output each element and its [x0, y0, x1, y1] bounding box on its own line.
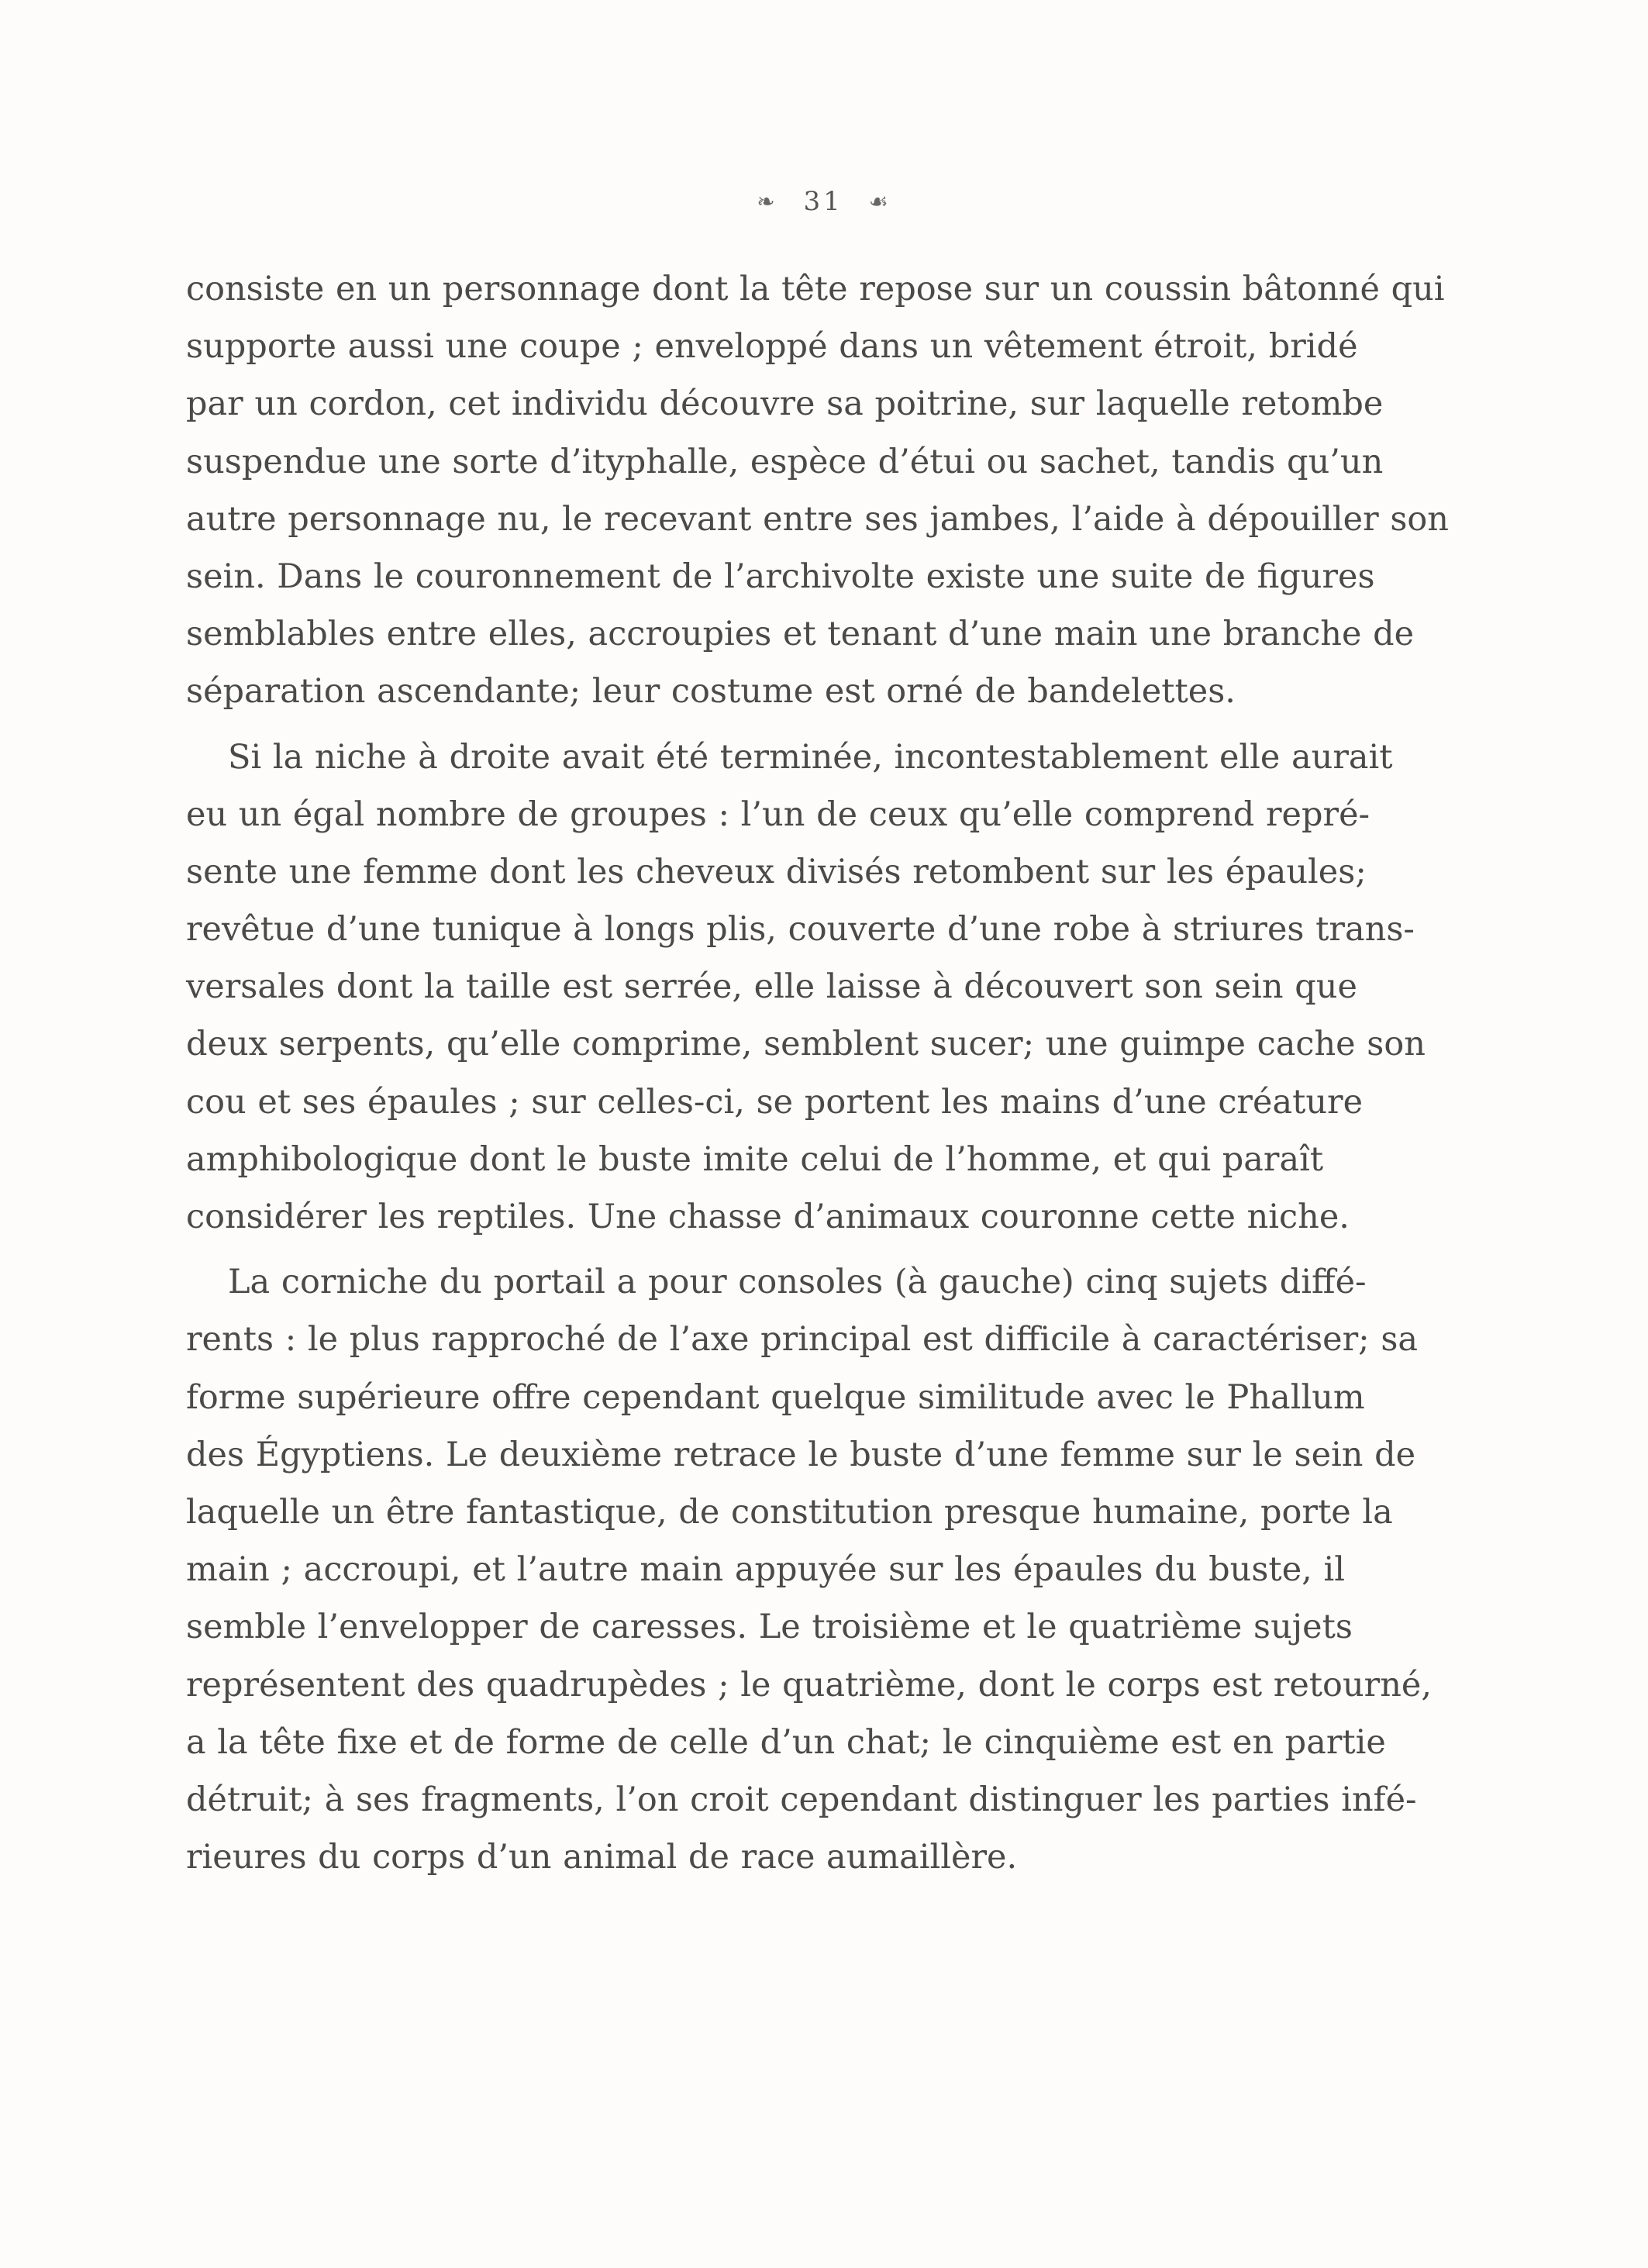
text-line: cou et ses épaules ; sur celles-ci, se portent les mains d’une créature: [186, 1082, 1364, 1122]
text-line: sein. Dans le couronnement de l’archivolte existe une suite de figures: [186, 557, 1375, 596]
text-line: séparation ascendante; leur costume est orné de bandelettes.: [186, 672, 1236, 712]
paragraph-2: [186, 729, 1426, 1246]
body-text: [186, 260, 1450, 1886]
page-number: 31: [803, 186, 843, 217]
text-line: versales dont la taille est serrée, elle laisse à découvert son sein que: [186, 967, 1357, 1007]
text-line: sente une femme dont les cheveux divisés retombent sur les épaules;: [186, 852, 1367, 891]
text-line: La corniche du portail a pour consoles (à gauche) cinq sujets diffé-: [228, 1263, 1367, 1302]
text-line: représentent des quadrupèdes ; le quatrième, dont le corps est retourné,: [186, 1665, 1433, 1704]
page-header: [0, 184, 1648, 217]
text-line: consiste en un personnage dont la tête repose sur un coussin bâtonné qui: [186, 270, 1445, 308]
text-line: détruit; à ses fragments, l’on croit cependant distinguer les parties infé-: [186, 1780, 1417, 1819]
paragraph-3: [186, 1253, 1433, 1886]
text-line: des Égyptiens. Le deuxième retrace le buste d’une femme sur le sein de: [186, 1435, 1416, 1474]
text-line: rents : le plus rapproché de l’axe principal est difficile à caractériser; sa: [186, 1320, 1419, 1360]
text-line: considérer les reptiles. Une chasse d’animaux couronne cette niche.: [186, 1198, 1350, 1236]
text-line: semblables entre elles, accroupies et tenant d’une main une branche de: [186, 615, 1415, 654]
text-line: rieures du corps d’un animal de race aumaillère.: [186, 1838, 1018, 1877]
text-line: revêtue d’une tunique à longs plis, couverte d’une robe à striures trans-: [186, 910, 1415, 950]
text-line: forme supérieure offre cependant quelque similitude avec le Phallum: [186, 1377, 1365, 1417]
text-line: suspendue une sorte d’ityphalle, espèce d’étui ou sachet, tandis qu’un: [186, 442, 1384, 481]
text-line: semble l’envelopper de caresses. Le troisième et le quatrième sujets: [186, 1608, 1353, 1647]
text-line: autre personnage nu, le recevant entre ses jambes, l’aide à dépouiller son: [186, 499, 1450, 539]
text-line: laquelle un être fantastique, de constitution presque humaine, porte la: [186, 1492, 1393, 1532]
text-line: amphibologique dont le buste imite celui de l’homme, et qui paraît: [186, 1139, 1324, 1179]
text-line: supporte aussi une coupe ; enveloppé dans un vêtement étroit, bridé: [186, 327, 1358, 367]
ornament-right-icon: ☙: [868, 188, 891, 215]
text-line: Si la niche à droite avait été terminée, incontestablement elle aurait: [228, 737, 1393, 777]
paragraph-1: [186, 260, 1450, 721]
text-line: deux serpents, qu’elle comprime, semblent sucer; une guimpe cache son: [186, 1025, 1426, 1064]
text-line: a la tête fixe et de forme de celle d’un chat; le cinquième est en partie: [186, 1722, 1386, 1762]
ornament-left-icon: ❧: [757, 188, 778, 215]
text-line: par un cordon, cet individu découvre sa poitrine, sur laquelle retombe: [186, 384, 1384, 424]
text-line: eu un égal nombre de groupes : l’un de ceux qu’elle comprend repré-: [186, 794, 1370, 834]
text-line: main ; accroupi, et l’autre main appuyée sur les épaules du buste, il: [186, 1550, 1345, 1590]
